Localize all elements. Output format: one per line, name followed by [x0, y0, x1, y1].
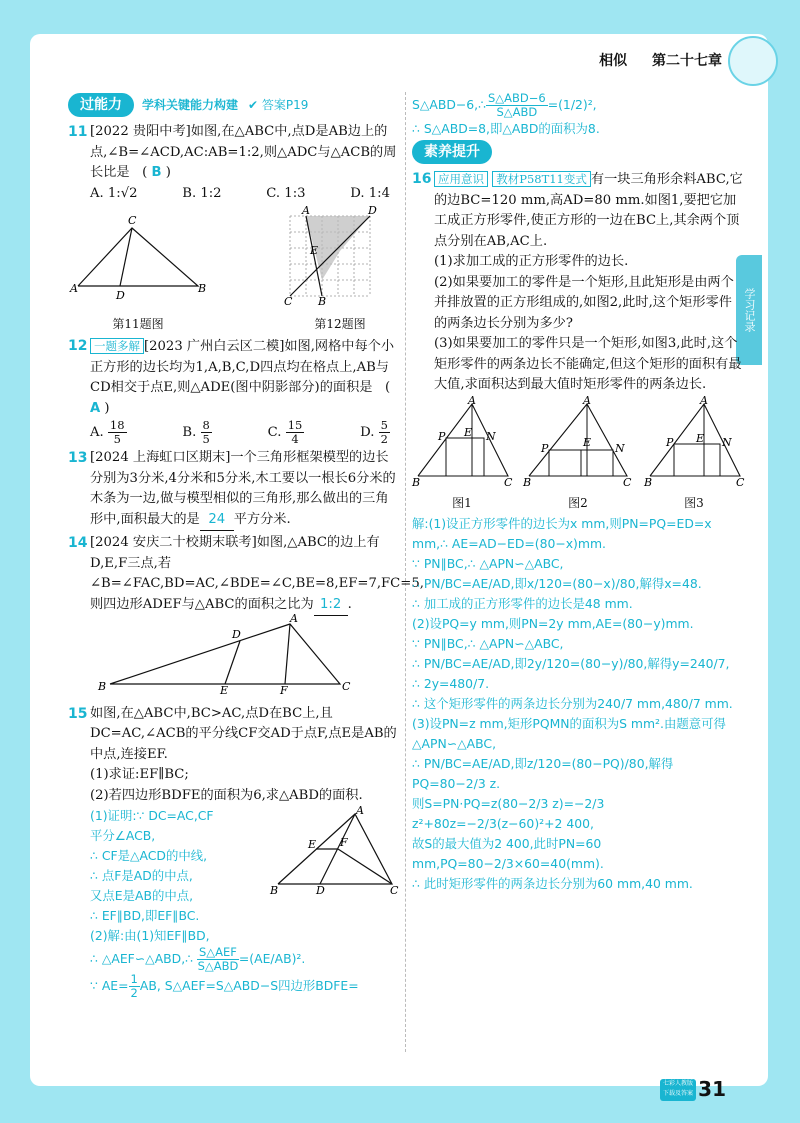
question-part-2: (2)如果要加工的零件是一个矩形,且此矩形是由两个并排放置的正方形组成的,如图2,此时,这个矩形零件的两条边长分别为多少? [434, 274, 734, 331]
question-source: [2024 安庆二十校期末联考] [90, 535, 257, 550]
question-part-3: (3)如果要加工的零件只是一个矩形,如图3,此时,这个矩形零件的两条边长不能确定,但这个矩形的面积有最大值,求面积达到最大值时矩形零件的两条边长. [434, 336, 742, 392]
question-tag: 应用意识 [434, 171, 488, 187]
option-a: A. 1:√2 [90, 185, 138, 201]
svg-text:P: P [438, 429, 446, 443]
svg-text:D: D [232, 628, 241, 641]
option-a: A. $\frac{18}{5}$ [90, 418, 125, 446]
svg-text:B: B [270, 884, 279, 897]
figure-16-2-caption: 图2 [568, 496, 588, 510]
svg-text:C: C [342, 680, 351, 693]
svg-text:B: B [318, 295, 327, 308]
svg-text:A: A [583, 393, 591, 407]
svg-text:A: A [302, 204, 310, 217]
banner-ability-tag: 过能力 [68, 93, 134, 118]
solution-15-end: S△ABD−6,∴ $\frac{\text{S△ABD−6}}{\text{S△ABD}}$ =(1/2)², ∴ S△ABD=8,即△ABD的面积为8. [412, 91, 600, 136]
svg-text:A: A [700, 393, 708, 407]
svg-text:A: A [70, 282, 78, 295]
answer-blank: 24 [200, 510, 234, 532]
figure-12-caption: 第12题图 [314, 316, 366, 331]
question-number: 11 [68, 124, 88, 140]
question-answer: A [90, 400, 101, 416]
solution-15-cont: ∴ △AEF∽△ABD,∴ $\frac{\text{S△AEF}}{\text{S△ABD}}$ =(AE/AB)². ∵ AE= $\frac{1}{2}$ AB, S△AEF=S△ABD−S四边形BDFE= [90, 945, 359, 1000]
svg-text:C: C [284, 295, 293, 308]
svg-text:D: D [116, 289, 125, 302]
answer-blank: 1:2 [314, 595, 348, 617]
figure-11-diagram [68, 206, 208, 306]
svg-text:E: E [308, 838, 317, 851]
banner-literacy [412, 139, 744, 165]
question-number: 14 [68, 535, 88, 551]
banner-ability [68, 92, 400, 118]
page-frame-top [0, 0, 800, 38]
question-text: 如图,△ABC的边上有D,E,F三点,若∠B=∠FAC,BD=AC,∠BDE=∠C,BE=8,EF=7,FC=5,则四边形ADEF与△ABC的面积之比为 [90, 535, 424, 612]
figure-11 [68, 206, 208, 334]
question-part-1: (1)求证:EF∥BC; [90, 767, 189, 782]
question-answer: B [151, 165, 162, 180]
svg-text:P: P [541, 441, 549, 455]
question-text: 一个三角形框架模型的边长分别为3分米,4分米和5分米,木工要以一根长6分米的木条为一边,做与模型相似的三角形,那么做出的三角形中,面积最大的是 [90, 450, 396, 527]
svg-text:A: A [290, 612, 298, 625]
question-16 [412, 169, 744, 396]
question-11: 11 [2022 贵阳中考]如图,在△ABC中,点D是AB边上的点,∠B=∠ACD,AC:AB=1:2,则△ADC与△ACB的周长比是 ( B ) A. 1:√2 B. 1:2 C. 1:3 D. 1:4 [68, 122, 400, 204]
svg-text:P: P [666, 435, 674, 449]
figure-16-3-diagram [644, 393, 745, 489]
option-d: D. 1:4 [350, 185, 390, 201]
figure-16-1-diagram [412, 393, 513, 489]
figures-16 [412, 393, 745, 514]
banner-literacy-tag: 素养提升 [412, 140, 492, 165]
options [90, 184, 400, 205]
question-14: 14 [2024 安庆二十校期末联考]如图,△ABC的边上有D,E,F三点,若∠B=∠FAC,BD=AC,∠BDE=∠C,BE=8,EF=7,FC=5,则四边形ADEF与△ABC的面积之比为 1:2 . A B C D E F [68, 535, 424, 697]
svg-text:A: A [468, 393, 476, 407]
svg-text:B: B [644, 475, 653, 489]
question-part-2: (2)若四边形BDFE的面积为6,求△ABD的面积. [90, 787, 363, 803]
figure-16-3-caption: 图3 [684, 496, 704, 510]
solution-15: (1)证明:∵ DC=AC,CF 平分∠ACB, ∴ CF是△ACD的中线, ∴ 点F是AD的中点, 又点E是AB的中点, ∴ EF∥BD,即EF∥BC. (2)解:由(1)知EF∥BD, [90, 808, 214, 943]
question-15 [68, 704, 400, 1001]
svg-text:C: C [736, 475, 745, 489]
svg-text:C: C [128, 214, 137, 227]
svg-text:N: N [722, 435, 732, 449]
option-c: C. $\frac{15}{4}$ [267, 418, 303, 446]
header-chapter: 第二十七章 [652, 53, 722, 69]
svg-text:B: B [198, 282, 207, 295]
figure-11-caption: 第11题图 [112, 316, 164, 331]
side-tab[interactable]: 学习记录 [736, 255, 762, 365]
svg-text:B: B [412, 475, 421, 489]
svg-text:C: C [623, 475, 632, 489]
svg-text:E: E [464, 425, 473, 439]
svg-text:D: D [368, 204, 377, 217]
question-text: 如图,在△ABC中,BC>AC,点D在BC上,且DC=AC,∠ACB的平分线CF交AD于点F,点E是AB的中点,连接EF. [90, 705, 397, 762]
svg-text:B: B [523, 475, 532, 489]
footer-badge: 七彩人教版 下载及答案 [660, 1079, 696, 1101]
question-tag: 教材P58T11变式 [492, 171, 591, 187]
svg-text:D: D [316, 884, 325, 897]
page-header [579, 50, 722, 70]
option-c: C. 1:3 [266, 185, 306, 201]
figures-11-12 [68, 206, 400, 334]
banner-ability-subtitle: 学科关键能力构建 [142, 97, 239, 112]
figure-15-diagram [270, 806, 400, 896]
figure-12-diagram [280, 206, 400, 306]
figure-12 [280, 206, 400, 334]
answer-key-ref[interactable]: ✔ 答案P19 [248, 97, 309, 112]
question-text: 如图,在△ABC中,点D是AB边上的点,∠B=∠ACD,AC:AB=1:2,则△ADC与△ACB的周长比是 [90, 124, 397, 180]
question-text: 有一块三角形余料ABC,它的边BC=120 mm,高AD=80 mm.如图1,要把它加工成正方形零件,使正方形的一边在BC上,其余两个顶点分别在AB,AC上. [434, 172, 743, 249]
solution-16: 解:(1)设正方形零件的边长为x mm,则PN=PQ=ED=x mm,∴ AE=AD−ED=(80−x)mm. ∵ PN∥BC,∴ △APN∽△ABC, ∴ PN/BC=AE/AD,即x/120=(80−x)/80,解得x=48. ∴ 加工成的正方形零件的边长是48 mm. (2)设PQ=y mm,则PN=2y mm,AE=(80−y)mm. ∵ PN∥BC,∴ △APN∽△ABC, ∴ PN/BC=AE/AD,即2y/120=(80−y)/80,解得y=240/7, ∴ 2y=480/7. ∴ 这个矩形零件的两条边长分别为240/7 mm,480/7 mm. (3)设PN=z mm,矩形PQMN的面积为S mm².由题意可得△APN∽△ABC, ∴ PN/BC=AE/AD,即z/120=(80−PQ)/80,解得PQ=80−2/3 z. 则S=PN·PQ=z(80−2/3 z)=−2/3 z²+80z=−2/3(z−60)²+2 400, 故S的最大值为2 400,此时PN=60 mm,PQ=80−2/3×60=40(mm). ∴ 此时矩形零件的两条边长分别为60 mm,40 mm. [412, 515, 733, 891]
column-divider [405, 92, 406, 1052]
svg-text:C: C [504, 475, 513, 489]
page-number: 31 [698, 1077, 726, 1101]
question-number: 12 [68, 338, 88, 354]
question-tag: 一题多解 [90, 338, 144, 354]
question-part-1: (1)求加工成的正方形零件的边长. [434, 254, 629, 269]
svg-text:E: E [583, 435, 592, 449]
question-number: 15 [68, 705, 88, 722]
svg-text:B: B [98, 680, 107, 693]
figure-16-2-diagram [523, 393, 633, 489]
header-section: 相似 [599, 53, 628, 69]
question-13: 13 [2024 上海虹口区期末]一个三角形框架模型的边长分别为3分米,4分米和5分米,木工要以一根长6分米的木条为一边,做与模型相似的三角形,那么做出的三角形中,面积最大的是 24 平方分米. [68, 448, 400, 531]
svg-text:C: C [390, 884, 399, 897]
svg-text:F: F [340, 836, 348, 849]
svg-text:N: N [486, 429, 496, 443]
figure-16-2 [523, 393, 633, 514]
figure-16-3 [644, 393, 745, 514]
question-source: [2022 贵阳中考] [90, 124, 191, 139]
figure-16-1 [412, 393, 513, 514]
option-b: B. 1:2 [182, 185, 222, 201]
option-d: D. $\frac{5}{2}$ [360, 418, 388, 446]
question-12: 12 一题多解 [2023 广州白云区二模]如图,网格中每个小正方形的边长均为1,A,B,C,D四点均在格点上,AB与CD相交于点E,则△ADE(图中阴影部分)的面积是 ( A ) A. $\frac{18}{5}$ B. $\frac{8}{5}$ C. $\frac{15}{4}$ D. $\frac{5}{2}$ [68, 336, 400, 446]
svg-text:F: F [280, 684, 288, 697]
question-number: 16 [412, 171, 432, 187]
svg-text:E: E [696, 431, 705, 445]
options [90, 419, 400, 446]
question-source: [2024 上海虹口区期末] [90, 450, 231, 465]
question-number: 13 [68, 450, 88, 466]
svg-text:N: N [615, 441, 625, 455]
figure-14-diagram [90, 612, 400, 697]
question-source: [2023 广州白云区二模] [144, 339, 285, 354]
mascot-logo-icon [728, 36, 778, 86]
question-text: 如图,网格中每个小正方形的边长均为1,A,B,C,D四点均在格点上,AB与CD相交于点E,则△ADE(图中阴影部分)的面积是 [90, 339, 395, 395]
figure-16-1-caption: 图1 [452, 496, 472, 510]
right-column [412, 92, 744, 894]
svg-text:A: A [356, 804, 364, 817]
option-b: B. $\frac{8}{5}$ [182, 418, 210, 446]
svg-text:E: E [220, 684, 229, 697]
svg-text:E: E [310, 244, 319, 257]
